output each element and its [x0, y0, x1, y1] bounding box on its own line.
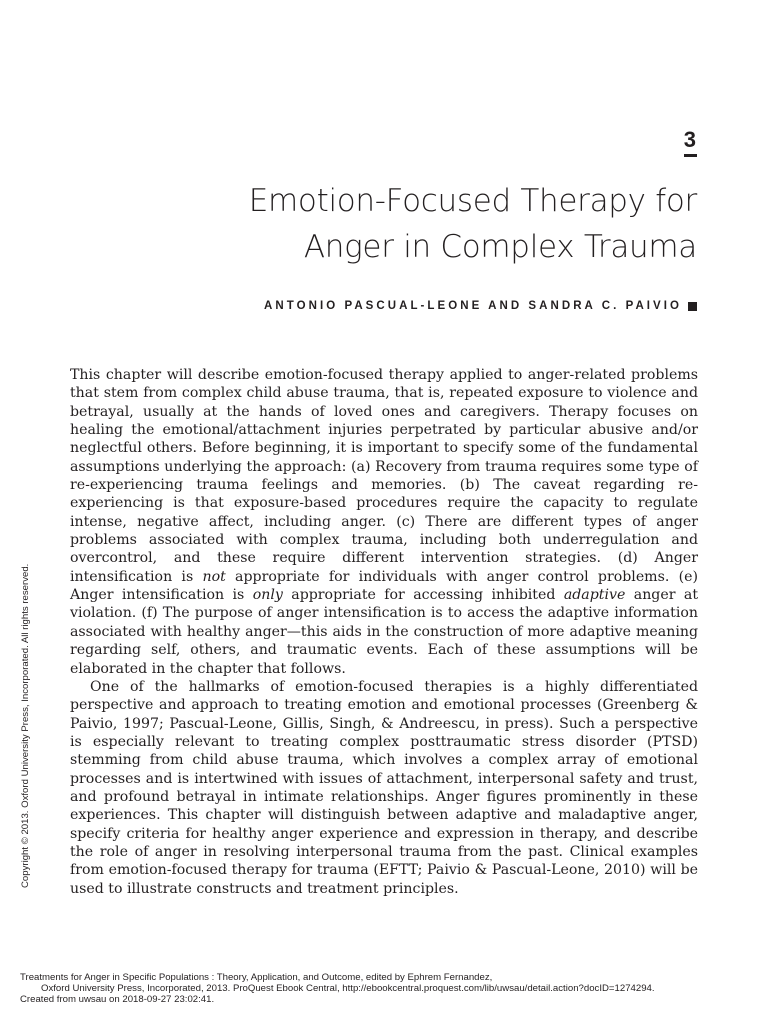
paragraph-1-emphasis-not: not	[202, 568, 226, 585]
footer-line-2: Oxford University Press, Incorporated, 2013. ProQuest Ebook Central, http://ebookcentral.proquest.com/lib/uwsau/detail.action?docID=1274294.	[41, 983, 655, 994]
footer-line-1: Treatments for Anger in Specific Populations : Theory, Application, and Outcome, edited by Ephrem Fernandez,	[20, 972, 493, 983]
paragraph-1-text-d: anger at violation. (f) The purpose of anger intensification is to access the adaptive information associated with healthy anger—this aids in the construction of more adaptive meaning regarding self, others, and traumatic events. Each of these assumptions will be elaborated in the chapter that follows.	[70, 587, 699, 677]
chapter-authors	[264, 300, 697, 312]
paragraph-1-text-c: appropriate for accessing inhibited	[282, 587, 564, 604]
chapter-number: 3	[683, 127, 696, 152]
footer-line-3: Created from uwsau on 2018-09-27 23:02:41.	[20, 994, 215, 1005]
chapter-title	[97, 178, 697, 270]
paragraph-1-emphasis-adaptive: adaptive	[563, 587, 626, 604]
side-copyright-notice: Copyright © 2013. Oxford University Press, Incorporated. All rights reserved.	[20, 563, 31, 888]
paragraph-1	[70, 366, 698, 678]
chapter-number-rule	[684, 154, 697, 157]
paragraph-1-text-a: This chapter will describe emotion-focused therapy applied to anger-related problems that stem from complex child abuse trauma, that is, repeated exposure to violence and betrayal, usually at the hands of loved ones and caregivers. Therapy focuses on healing the emotional/attachment injuries perpetrated by particular abusive and/or neglectful others. Before beginning, it is important to specify some of the fundamental assumptions underlying the approach: (a) Recovery from trauma requires some type of re-experiencing trauma feelings and memories. (b) The caveat regarding re-experiencing is that exposure-based procedures require the capacity to regulate intense, negative affect, including anger. (c) There are different types of anger problems associated with complex trauma, including both underregulation and overcontrol, and these require different intervention strategies. (d) Anger intensification is	[70, 367, 698, 585]
chapter-title-line-2: Anger in Complex Trauma	[303, 229, 697, 265]
paragraph-1-text-b: appropriate for individuals with anger control problems. (e) Anger intensification is	[70, 568, 698, 604]
body-text	[70, 366, 698, 898]
paragraph-1-emphasis-only: only	[252, 587, 283, 604]
chapter-title-line-1: Emotion-Focused Therapy for	[248, 183, 697, 219]
paragraph-2: One of the hallmarks of emotion-focused therapies is a highly differentiated perspective and approach to treating emotion and emotional processes (Greenberg & Paivio, 1997; Pascual-Leone, Gillis, Singh, & Andreescu, in press). Such a perspective is especially relevant to treating complex posttraumatic stress disorder (PTSD) stemming from child abuse trauma, which involves a complex array of emotional processes and is intertwined with issues of attachment, interpersonal safety and trust, and profound betrayal in intimate relationships. Anger figures prominently in these experiences. This chapter will distinguish between adaptive and maladaptive anger, specify criteria for healthy anger experience and expression in therapy, and describe the role of anger in resolving interpersonal trauma from the past. Clinical examples from emotion-focused therapy for trauma (EFTT; Paivio & Pascual-Leone, 2010) will be used to illustrate constructs and treatment principles.	[70, 678, 698, 897]
page-footer	[20, 972, 768, 1005]
square-bullet-icon	[688, 302, 697, 311]
authors-text: ANTONIO PASCUAL-LEONE AND SANDRA C. PAIVIO	[264, 300, 682, 312]
